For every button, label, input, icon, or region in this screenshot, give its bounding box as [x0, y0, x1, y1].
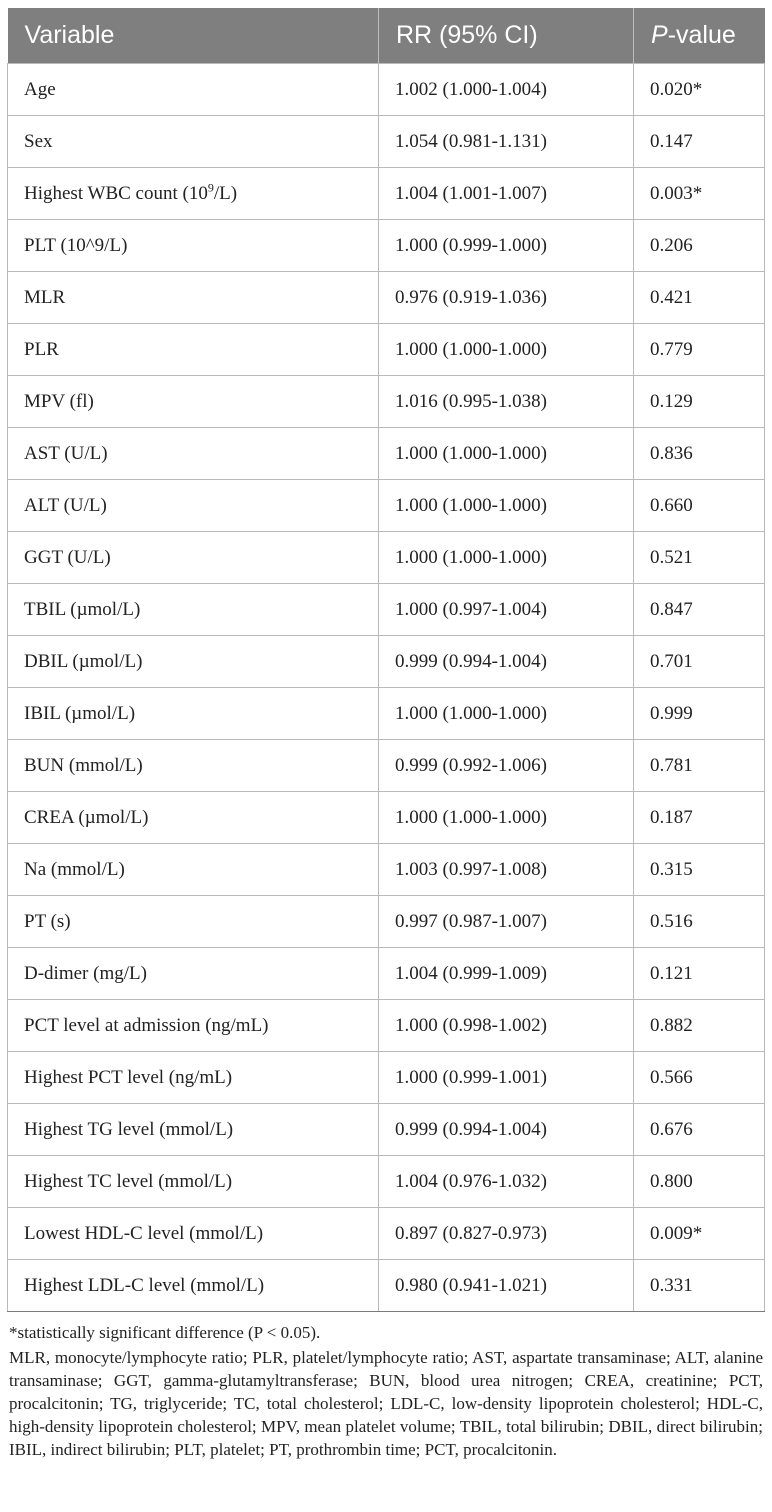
table-row	[8, 1260, 765, 1312]
header-rr: RR (95% CI)	[379, 8, 634, 64]
cell-rr: 0.976 (0.919-1.036)	[379, 272, 634, 324]
cell-p-value: 0.331	[634, 1260, 765, 1312]
cell-variable: MPV (fl)	[8, 376, 379, 428]
header-variable: Variable	[8, 8, 379, 64]
cell-p-value: 0.147	[634, 116, 765, 168]
cell-rr: 1.000 (1.000-1.000)	[379, 688, 634, 740]
cell-variable: Highest TC level (mmol/L)	[8, 1156, 379, 1208]
cell-rr: 1.054 (0.981-1.131)	[379, 116, 634, 168]
cell-variable: MLR	[8, 272, 379, 324]
cell-rr: 1.004 (0.999-1.009)	[379, 948, 634, 1000]
cell-p-value: 0.009*	[634, 1208, 765, 1260]
cell-variable	[8, 168, 379, 220]
cell-variable: Highest PCT level (ng/mL)	[8, 1052, 379, 1104]
cell-rr: 1.000 (0.999-1.001)	[379, 1052, 634, 1104]
cell-variable: Highest LDL-C level (mmol/L)	[8, 1260, 379, 1312]
cell-rr: 1.000 (0.997-1.004)	[379, 584, 634, 636]
cell-rr: 1.000 (1.000-1.000)	[379, 428, 634, 480]
cell-rr: 0.999 (0.992-1.006)	[379, 740, 634, 792]
cell-rr: 1.000 (1.000-1.000)	[379, 480, 634, 532]
cell-p-value: 0.800	[634, 1156, 765, 1208]
table-row	[8, 64, 765, 116]
cell-variable: D-dimer (mg/L)	[8, 948, 379, 1000]
table-row	[8, 948, 765, 1000]
cell-variable: Age	[8, 64, 379, 116]
cell-variable: DBIL (µmol/L)	[8, 636, 379, 688]
results-table-container	[7, 8, 764, 1312]
header-p-suffix: -value	[667, 21, 736, 49]
cell-p-value: 0.660	[634, 480, 765, 532]
cell-rr: 0.999 (0.994-1.004)	[379, 1104, 634, 1156]
cell-p-value: 0.847	[634, 584, 765, 636]
cell-rr: 1.003 (0.997-1.008)	[379, 844, 634, 896]
cell-p-value: 0.999	[634, 688, 765, 740]
cell-rr: 0.897 (0.827-0.973)	[379, 1208, 634, 1260]
cell-rr: 0.999 (0.994-1.004)	[379, 636, 634, 688]
cell-p-value: 0.421	[634, 272, 765, 324]
cell-p-value: 0.779	[634, 324, 765, 376]
table-row	[8, 1104, 765, 1156]
table-row	[8, 376, 765, 428]
table-row	[8, 1156, 765, 1208]
table-row	[8, 844, 765, 896]
table-row	[8, 896, 765, 948]
table-row	[8, 220, 765, 272]
table-row	[8, 480, 765, 532]
header-p-prefix: P	[651, 21, 668, 49]
cell-rr: 1.004 (0.976-1.032)	[379, 1156, 634, 1208]
cell-p-value: 0.129	[634, 376, 765, 428]
cell-p-value: 0.701	[634, 636, 765, 688]
cell-p-value: 0.003*	[634, 168, 765, 220]
cell-rr: 1.000 (1.000-1.000)	[379, 532, 634, 584]
cell-variable: BUN (mmol/L)	[8, 740, 379, 792]
significance-footnote: *statistically significant difference (P < 0.05).	[9, 1323, 321, 1342]
table-row	[8, 116, 765, 168]
cell-variable: Sex	[8, 116, 379, 168]
cell-p-value: 0.516	[634, 896, 765, 948]
table-row	[8, 272, 765, 324]
table-row	[8, 1000, 765, 1052]
cell-rr: 1.000 (0.999-1.000)	[379, 220, 634, 272]
cell-p-value: 0.521	[634, 532, 765, 584]
header-p-value	[634, 8, 765, 64]
table-row	[8, 636, 765, 688]
cell-rr: 1.004 (1.001-1.007)	[379, 168, 634, 220]
cell-rr: 1.000 (1.000-1.000)	[379, 324, 634, 376]
cell-variable: PLR	[8, 324, 379, 376]
table-row	[8, 792, 765, 844]
cell-p-value: 0.315	[634, 844, 765, 896]
cell-variable: Na (mmol/L)	[8, 844, 379, 896]
cell-variable: GGT (U/L)	[8, 532, 379, 584]
table-footnotes	[9, 1321, 763, 1461]
table-row	[8, 1208, 765, 1260]
cell-p-value: 0.781	[634, 740, 765, 792]
cell-p-value: 0.020*	[634, 64, 765, 116]
cell-p-value: 0.836	[634, 428, 765, 480]
cell-variable-superscript: 9	[207, 180, 214, 195]
table-row	[8, 168, 765, 220]
abbreviations-footnote: MLR, monocyte/lymphocyte ratio; PLR, platelet/lymphocyte ratio; AST, aspartate transaminase; ALT, alanine transaminase; GGT, gamma-glutamyltransferase; BUN, blood urea nitrogen; CREA, creatinine; PCT, procalcitonin; TG, triglyceride; TC, total cholesterol; LDL-C, low-density lipoprotein cholesterol; HDL-C, high-density lipoprotein cholesterol; MPV, mean platelet volume; TBIL, total bilirubin; DBIL, direct bilirubin; IBIL, indirect bilirubin; PLT, platelet; PT, prothrombin time; PCT, procalcitonin.	[9, 1348, 763, 1459]
cell-p-value: 0.566	[634, 1052, 765, 1104]
cell-rr: 0.980 (0.941-1.021)	[379, 1260, 634, 1312]
table-row	[8, 532, 765, 584]
cell-variable: CREA (µmol/L)	[8, 792, 379, 844]
cell-p-value: 0.187	[634, 792, 765, 844]
cell-rr: 1.000 (1.000-1.000)	[379, 792, 634, 844]
cell-rr: 0.997 (0.987-1.007)	[379, 896, 634, 948]
table-row	[8, 1052, 765, 1104]
table-row	[8, 688, 765, 740]
cell-variable: ALT (U/L)	[8, 480, 379, 532]
cell-variable: PLT (10^9/L)	[8, 220, 379, 272]
table-row	[8, 740, 765, 792]
table-row	[8, 584, 765, 636]
cell-variable-base: Highest WBC count (10	[24, 182, 208, 204]
table-row	[8, 428, 765, 480]
cell-variable: PCT level at admission (ng/mL)	[8, 1000, 379, 1052]
cell-p-value: 0.676	[634, 1104, 765, 1156]
table-row	[8, 324, 765, 376]
cell-p-value: 0.882	[634, 1000, 765, 1052]
cell-variable-tail: /L)	[213, 182, 238, 204]
cell-variable: AST (U/L)	[8, 428, 379, 480]
cell-variable: Highest TG level (mmol/L)	[8, 1104, 379, 1156]
cell-rr: 1.000 (0.998-1.002)	[379, 1000, 634, 1052]
cell-variable: IBIL (µmol/L)	[8, 688, 379, 740]
cell-variable: PT (s)	[8, 896, 379, 948]
table-header-row	[8, 8, 765, 64]
cell-rr: 1.002 (1.000-1.004)	[379, 64, 634, 116]
cell-variable: Lowest HDL-C level (mmol/L)	[8, 1208, 379, 1260]
cell-p-value: 0.121	[634, 948, 765, 1000]
table-body	[8, 64, 765, 1312]
results-table	[7, 8, 765, 1312]
cell-variable: TBIL (µmol/L)	[8, 584, 379, 636]
cell-rr: 1.016 (0.995-1.038)	[379, 376, 634, 428]
cell-p-value: 0.206	[634, 220, 765, 272]
